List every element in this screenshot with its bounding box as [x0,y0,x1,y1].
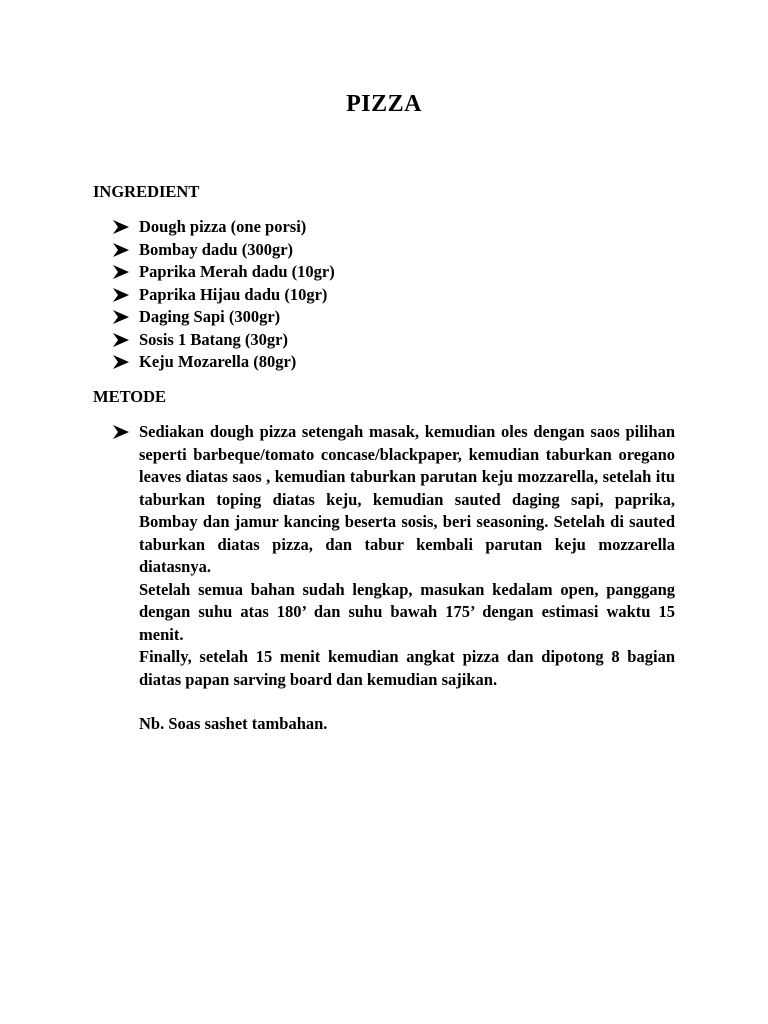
ingredient-item [113,329,713,352]
arrowhead-bullet-icon [113,220,129,234]
method-heading: METODE [93,387,167,406]
arrowhead-bullet-icon [113,333,129,347]
arrowhead-bullet-icon [113,243,129,257]
ingredient-list [113,216,713,374]
arrowhead-bullet-icon [113,425,129,439]
ingredient-label: Daging Sapi (300gr) [139,307,281,326]
ingredient-label: Dough pizza (one porsi) [139,217,307,236]
page-title: PIZZA [346,91,422,117]
ingredient-item [113,351,713,374]
arrowhead-bullet-icon [113,265,129,279]
ingredients-heading: INGREDIENT [93,182,200,201]
ingredient-label: Paprika Hijau dadu (10gr) [139,284,328,304]
method-paragraph: Sediakan dough pizza setengah masak, kemudian oles dengan saos pilihan seperti barbeque/tomato concase/blackpaper, kemudian taburkan oregano leaves diatas saos , kemudian taburkan parutan keju mozzarella, setelah itu taburkan toping diatas keju, kemudian sauted daging sapi, paprika, Bombay dan jamur kancing beserta sosis, beri seasoning. Setelah di sauted taburkan diatas pizza, dan tabur kembali parutan keju mozzarella diatasnya. [139,422,675,576]
method-step [113,421,675,691]
arrowhead-bullet-icon [113,310,129,324]
ingredient-item [113,239,713,262]
ingredient-item [113,284,713,307]
method-paragraph: Setelah semua bahan sudah lengkap, masukan kedalam open, panggang dengan suhu atas 180’ dan suhu bawah 175’ dengan estimasi waktu 15 menit. [139,579,675,644]
arrowhead-bullet-icon [113,355,129,369]
ingredient-item [113,261,713,284]
method-paragraph: Finally, setelah 15 menit kemudian angkat pizza dan dipotong 8 bagian diatas papan sarving board dan kemudian sajikan. [139,647,675,689]
ingredient-item [113,306,713,329]
ingredient-label: Bombay dadu (300gr) [139,239,294,259]
ingredient-label: Keju Mozarella (80gr) [139,352,297,371]
ingredient-item [113,216,713,239]
ingredient-label: Sosis 1 Batang (30gr) [139,329,288,349]
arrowhead-bullet-icon [113,288,129,302]
ingredient-label: Paprika Merah dadu (10gr) [139,262,335,281]
method-note: Nb. Soas sashet tambahan. [139,714,328,733]
method-text [139,421,675,691]
